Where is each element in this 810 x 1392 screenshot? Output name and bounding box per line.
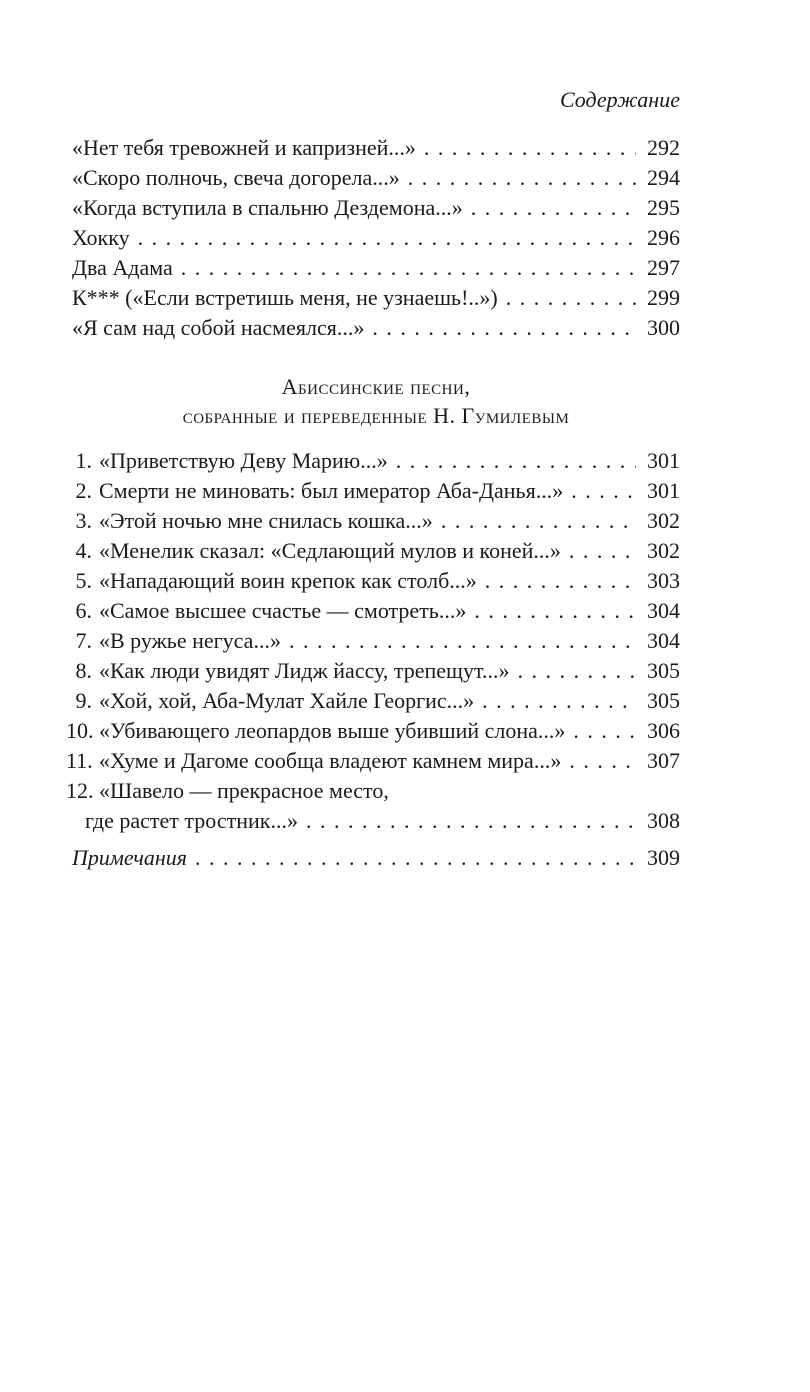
entry-number: 10.: [66, 718, 94, 743]
dot-leader: [388, 446, 638, 476]
entry-number: 7.: [75, 628, 92, 653]
page-number: 305: [647, 688, 680, 713]
toc-entry-title: «Нет тебя тревожней и капризней...»: [72, 135, 416, 160]
section-heading: [72, 372, 680, 430]
dot-leader: [400, 163, 638, 193]
toc-entry-title: «Хуме и Дагоме сообща владеют камнем мира...»: [99, 748, 562, 773]
page-number: 299: [647, 285, 680, 310]
toc-entry: [66, 746, 680, 776]
page-number: 305: [647, 658, 680, 683]
toc-entry: [72, 476, 680, 506]
page-number: 300: [647, 315, 680, 340]
dot-leader: [130, 223, 638, 253]
dot-leader: [474, 686, 638, 716]
dot-leader: [364, 313, 638, 343]
dot-leader: [561, 536, 638, 566]
toc-entry: [72, 313, 680, 343]
toc-page: [66, 87, 680, 873]
page-number: 307: [647, 748, 680, 773]
toc-entry-title: Два Адама: [72, 255, 173, 280]
entry-number: 6.: [75, 598, 92, 623]
toc-entry-title: «Самое высшее счастье — смотреть...»: [99, 598, 467, 623]
page-number: 309: [647, 845, 680, 870]
toc-entry-title: Хокку: [72, 225, 130, 250]
toc-entry-title: К*** («Если встретишь меня, не узнаешь!..»): [72, 285, 498, 310]
toc-entry-title: «Скоро полночь, свеча догорела...»: [72, 165, 400, 190]
dot-leader: [416, 133, 638, 163]
entry-number: 4.: [75, 538, 92, 563]
section-heading-line1: Абиссинские песни,: [281, 374, 471, 399]
toc-entry: [72, 446, 680, 476]
entry-number: 3.: [75, 508, 92, 533]
toc-entry: [66, 716, 680, 746]
page-number: 294: [647, 165, 680, 190]
toc-entry-title: Примечания: [72, 845, 188, 870]
page-number: 306: [647, 718, 680, 743]
toc-entry-title: «Шавело — прекрасное место,: [99, 778, 389, 803]
page-number: 296: [647, 225, 680, 250]
toc-entry: [72, 656, 680, 686]
dot-leader: [565, 716, 638, 746]
toc-entry: [72, 536, 680, 566]
dot-leader: [463, 193, 638, 223]
entry-number: 11.: [66, 748, 93, 773]
toc-entry-title: «Когда вступила в спальню Дездемона...»: [72, 195, 463, 220]
toc-entry-title: «Убивающего леопардов выше убивший слона...»: [99, 718, 566, 743]
page-number: 292: [647, 135, 680, 160]
page-number: 302: [647, 538, 680, 563]
toc-entry: [72, 686, 680, 716]
page-number: 303: [647, 568, 680, 593]
toc-entry: [72, 596, 680, 626]
toc-entry: [72, 283, 680, 313]
toc-entry-title: «В ружье негуса...»: [99, 628, 281, 653]
entry-number: 8.: [75, 658, 92, 683]
page-number: 302: [647, 508, 680, 533]
toc-entry: [72, 566, 680, 596]
dot-leader: [298, 806, 638, 836]
toc-entry-title: «Этой ночью мне снилась кошка...»: [99, 508, 433, 533]
toc-entry: [66, 776, 680, 806]
notes-entry: [72, 843, 680, 873]
toc-entry: [72, 193, 680, 223]
toc-list-numbered: [66, 446, 680, 836]
toc-entry-title: «Я сам над собой насмеялся...»: [72, 315, 365, 340]
entry-number: 12.: [66, 778, 94, 803]
dot-leader: [563, 476, 638, 506]
toc-entry: [72, 133, 680, 163]
toc-entry: [72, 626, 680, 656]
page-number: 297: [647, 255, 680, 280]
toc-entry: [72, 163, 680, 193]
dot-leader: [281, 626, 638, 656]
entry-number: 5.: [75, 568, 92, 593]
toc-list-main: [72, 133, 680, 343]
page-number: 308: [647, 808, 680, 833]
toc-entry: [72, 253, 680, 283]
page-number: 301: [647, 448, 680, 473]
page-number: 304: [647, 628, 680, 653]
dot-leader: [477, 566, 638, 596]
dot-leader: [173, 253, 638, 283]
toc-entry: [72, 223, 680, 253]
toc-entry-title: «Хой, хой, Аба-Мулат Хайле Георгис...»: [99, 688, 475, 713]
page-number: 295: [647, 195, 680, 220]
toc-entry-title: «Как люди увидят Лидж йассу, трепещут...»: [99, 658, 510, 683]
toc-entry-title: Смерти не миновать: был имератор Аба-Данья...»: [99, 478, 564, 503]
dot-leader: [433, 506, 638, 536]
toc-entry-title: «Нападающий воин крепок как столб...»: [99, 568, 477, 593]
dot-leader: [561, 746, 638, 776]
dot-leader: [498, 283, 638, 313]
entry-number: 2.: [75, 478, 92, 503]
entry-number: 9.: [75, 688, 92, 713]
toc-entry-title: «Приветствую Деву Марию...»: [99, 448, 388, 473]
toc-entry-title: где растет тростник...»: [85, 808, 298, 833]
page-title: Содержание: [559, 87, 680, 112]
toc-entry-continuation: [72, 806, 680, 836]
page-number: 304: [647, 598, 680, 623]
toc-entry: [72, 506, 680, 536]
dot-leader: [466, 596, 638, 626]
page-number: 301: [647, 478, 680, 503]
section-heading-line2: собранные и переведенные Н. Гумилевым: [182, 403, 570, 428]
toc-entry-title: «Менелик сказал: «Седлающий мулов и коней...»: [99, 538, 561, 563]
entry-number: 1.: [75, 448, 92, 473]
dot-leader: [509, 656, 638, 686]
dot-leader: [187, 843, 638, 873]
